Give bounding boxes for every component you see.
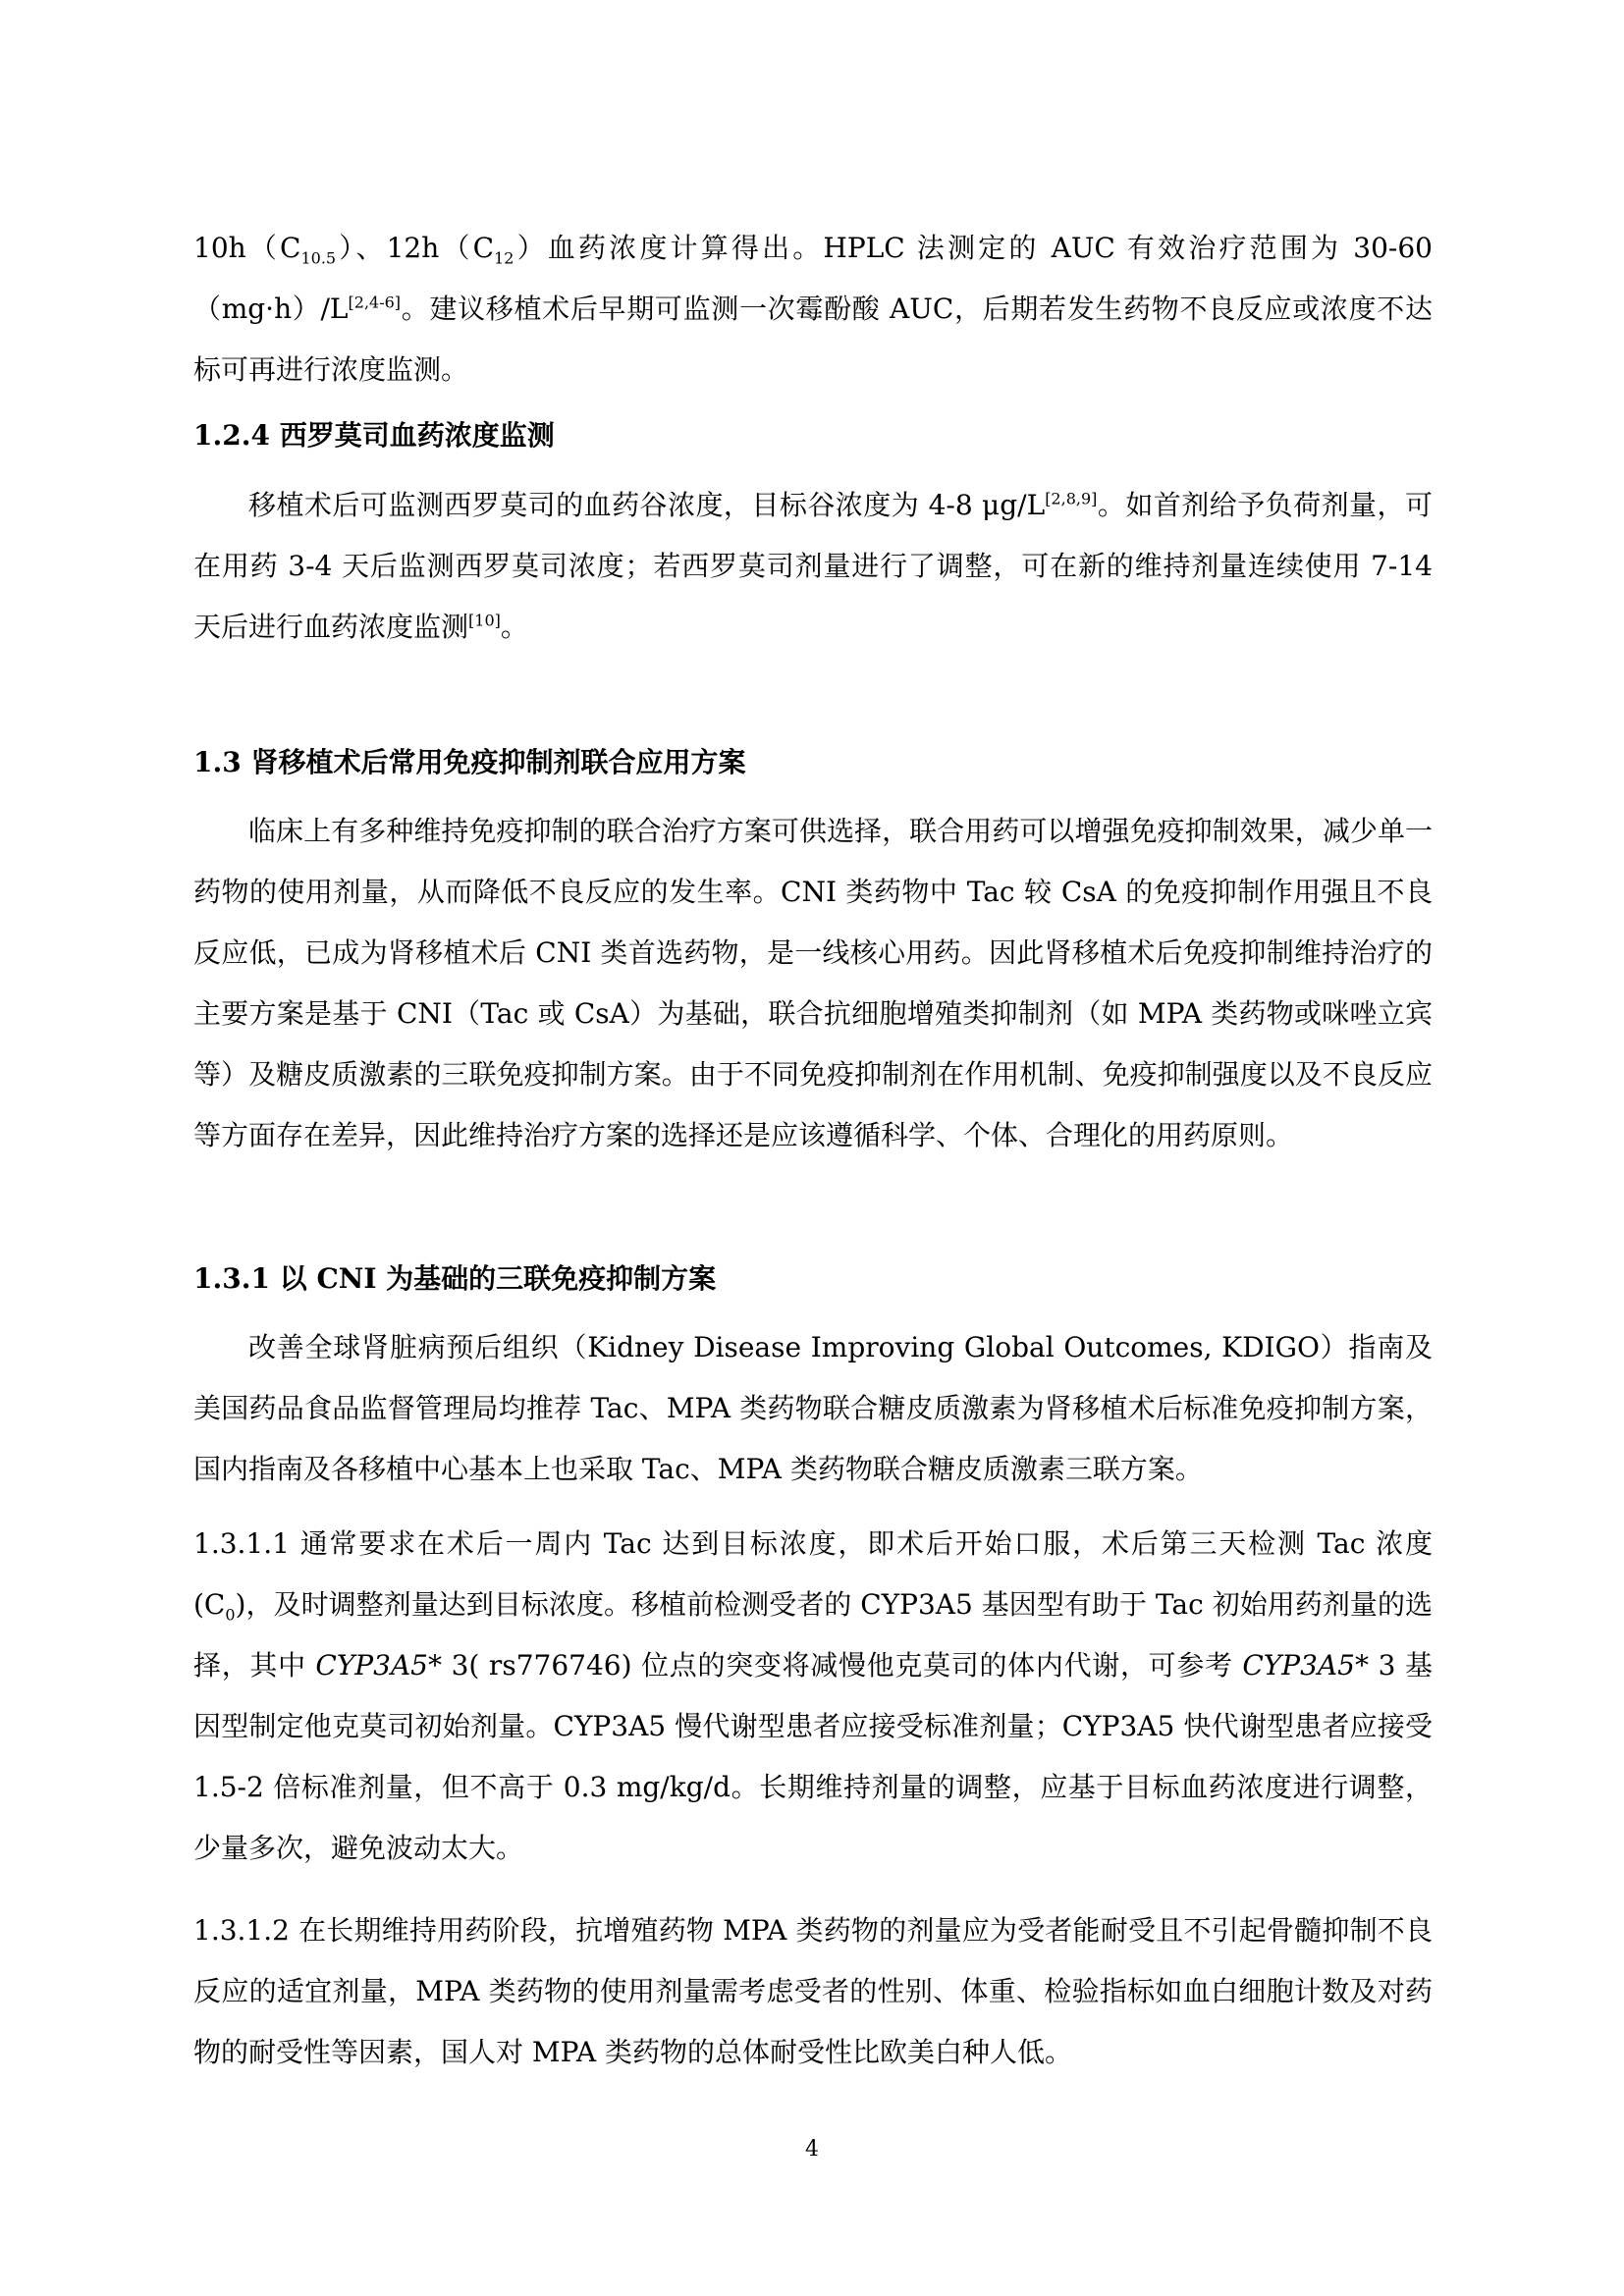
paragraph-1-3-1-2: 1.3.1.2 在长期维持用药阶段，抗增殖药物 MPA 类药物的剂量应为受者能耐受且不引起骨髓抑制不良反应的适宜剂量，MPA 类药物的使用剂量需考虑受者的性别、体重、检验指标如血白细胞计数及对药物的耐受性等因素，国人对 MPA 类药物的总体耐受性比欧美白种人低。 (193, 1914, 1433, 2068)
text-run: ）血药浓度计算得出。HPLC 法测定的 AUC 有效治疗范围为 30-60（mg·h）/L (193, 232, 1433, 325)
subscript: 0 (225, 1605, 236, 1625)
text-run: 10h（C (193, 232, 301, 264)
text-run: 1.3.1.1 通常要求在术后一周内 Tac 达到目标浓度，即术后开始口服，术后第三天检测 Tac 浓度(C (193, 1527, 1433, 1621)
subscript: 10.5 (300, 248, 337, 268)
text-run: 移植术后可监测西罗莫司的血药谷浓度，目标谷浓度为 4-8 μg/L (248, 489, 1046, 521)
paragraph-kdigo: 改善全球肾脏病预后组织（Kidney Disease Improving Global Outcomes, KDIGO）指南及美国药品食品监督管理局均推荐 Tac、MPA 类药物联合糖皮质激素为肾移植术后标准免疫抑制方案，国内指南及各移植中心基本上也采取 Tac、MPA 类药物联合糖皮质激素三联方案。 (193, 1331, 1433, 1485)
heading-1-3-1: 1.3.1 以 CNI 为基础的三联免疫抑制方案 (193, 1262, 717, 1295)
text-run: 。建议移植术后早期可监测一次霉酚酸 AUC，后期若发生药物不良反应或浓度不达标可再进行浓度监测。 (193, 293, 1434, 386)
text-run: 。 (500, 611, 528, 643)
subscript: 12 (494, 248, 514, 268)
citation: [2,8,9] (1045, 489, 1098, 508)
heading-1-2-4: 1.2.4 西罗莫司血药浓度监测 (193, 419, 555, 452)
text-run: 。如首剂给予负荷剂量，可在用药 3-4 天后监测西罗莫司浓度；若西罗莫司剂量进行了调整，可在新的维持剂量连续使用 7-14 天后进行血药浓度监测 (193, 489, 1433, 643)
paragraph-sirolimus (193, 475, 1433, 658)
gene-name: CYP3A5 (1242, 1649, 1355, 1682)
heading-1-3: 1.3 肾移植术后常用免疫抑制剂联合应用方案 (193, 746, 746, 778)
text-run: )，及时调整剂量达到目标浓度。移植前检测受者的 CYP3A5 基因型有助于 Tac 初始用药剂量的选择，其中 (193, 1588, 1433, 1682)
citation: [10] (468, 611, 501, 630)
document-page (193, 0, 1433, 2296)
paragraph-mpa-auc (193, 218, 1433, 400)
paragraph-combination-therapy: 临床上有多种维持免疫抑制的联合治疗方案可供选择，联合用药可以增强免疫抑制效果，减少单一药物的使用剂量，从而降低不良反应的发生率。CNI 类药物中 Tac 较 CsA 的免疫抑制作用强且不良反应低，已成为肾移植术后 CNI 类首选药物，是一线核心用药。因此肾移植术后免疫抑制维持治疗的主要方案是基于 CNI（Tac 或 CsA）为基础，联合抗细胞增殖类抑制剂（如 MPA 类药物或咪唑立宾等）及糖皮质激素的三联免疫抑制方案。由于不同免疫抑制剂在作用机制、免疫抑制强度以及不良反应等方面存在差异，因此维持治疗方案的选择还是应该遵循科学、个体、合理化的用药原则。 (193, 815, 1433, 1151)
gene-name: CYP3A5 (315, 1649, 428, 1682)
text-run: ）、12h（C (336, 232, 495, 264)
text-run: * 3( rs776746) 位点的突变将减慢他克莫司的体内代谢，可参考 (428, 1649, 1243, 1682)
page-number: 4 (805, 2137, 819, 2162)
text-run: * 3 基因型制定他克莫司初始剂量。CYP3A5 慢代谢型患者应接受标准剂量；CYP3A5 快代谢型患者应接受 1.5-2 倍标准剂量，但不高于 0.3 mg/kg/d。长期维持剂量的调整，应基于目标血药浓度进行调整，少量多次，避免波动太大。 (193, 1649, 1433, 1864)
citation: [2,4-6] (348, 293, 402, 312)
paragraph-1-3-1-1 (193, 1514, 1433, 1879)
